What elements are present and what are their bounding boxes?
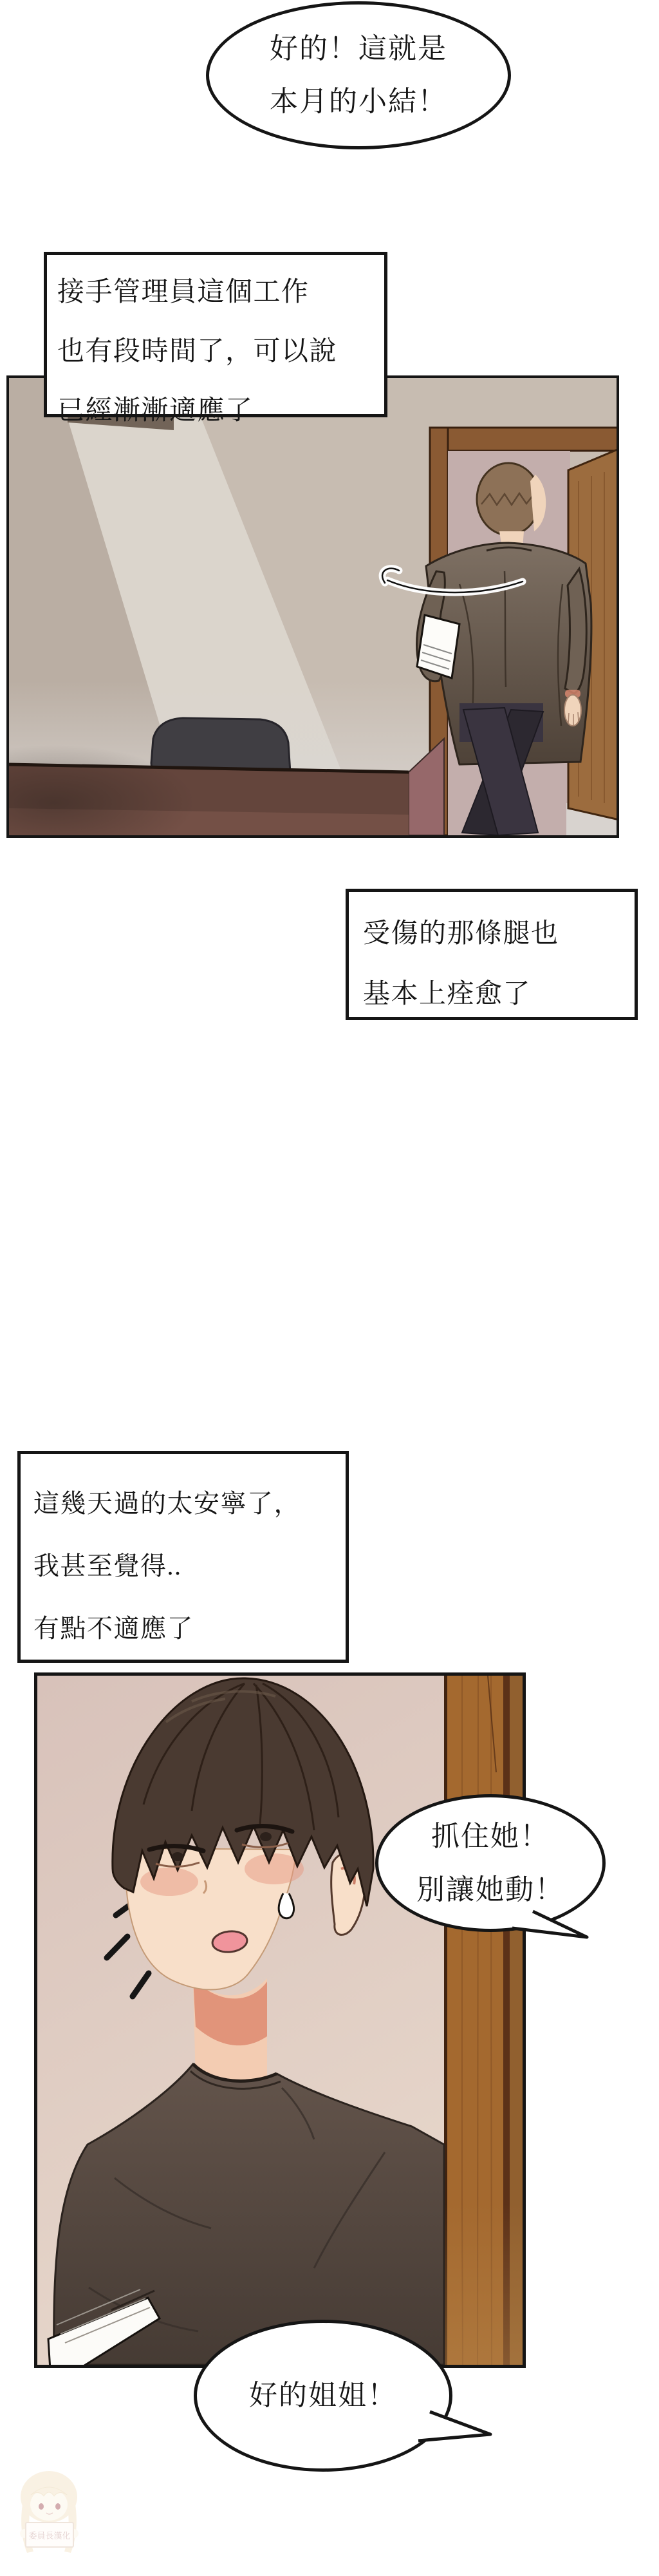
caption-text: 我甚至覺得.. — [33, 1551, 182, 1580]
speech-text: 好的！這就是 — [270, 33, 447, 64]
left-pupil — [172, 1852, 183, 1861]
reply-bubble-tail — [412, 2402, 502, 2457]
speech-text: 本月的小結！ — [270, 86, 447, 117]
blush-left — [140, 1868, 198, 1896]
speech-bubble-top — [206, 1, 511, 149]
caption-box-peace — [17, 1451, 349, 1663]
book-under-arm — [417, 615, 459, 678]
office-illustration — [9, 378, 617, 835]
translator-watermark — [12, 2468, 89, 2557]
panel-closeup-scene — [34, 1672, 526, 2368]
speech-text: 別讓她動！ — [416, 1874, 564, 1906]
watermark-sign-text: 委員長漢化 — [28, 2531, 71, 2541]
chibi-eye-left — [39, 2503, 44, 2510]
door-frame-strip — [444, 1676, 523, 2365]
chibi-eye-right — [55, 2503, 60, 2510]
caption-text: 基本上痊愈了 — [363, 980, 532, 1009]
caption-text: 也有段時間了，可以說 — [57, 337, 338, 366]
caption-text: 受傷的那條腿也 — [363, 919, 559, 949]
sweat-drop-icon — [279, 1893, 293, 1918]
grab-bubble-tail — [502, 1900, 599, 1948]
chibi-face — [30, 2488, 68, 2521]
caption-box-leg — [346, 889, 638, 1020]
caption-text: 這幾天過的太安寧了， — [33, 1489, 301, 1518]
caption-text: 接手管理員這個工作 — [57, 278, 310, 307]
door-lintel — [430, 428, 617, 451]
right-pupil — [260, 1832, 272, 1841]
caption-text: 有點不適應了 — [33, 1614, 194, 1643]
caption-box-adapt — [44, 252, 387, 426]
panel-office-scene — [6, 375, 619, 838]
speech-text: 好的姐姐！ — [249, 2380, 397, 2411]
speech-text: 抓住她！ — [431, 1821, 550, 1852]
caption-text: 已經漸漸適應了 — [57, 396, 254, 426]
closeup-illustration — [37, 1676, 523, 2365]
